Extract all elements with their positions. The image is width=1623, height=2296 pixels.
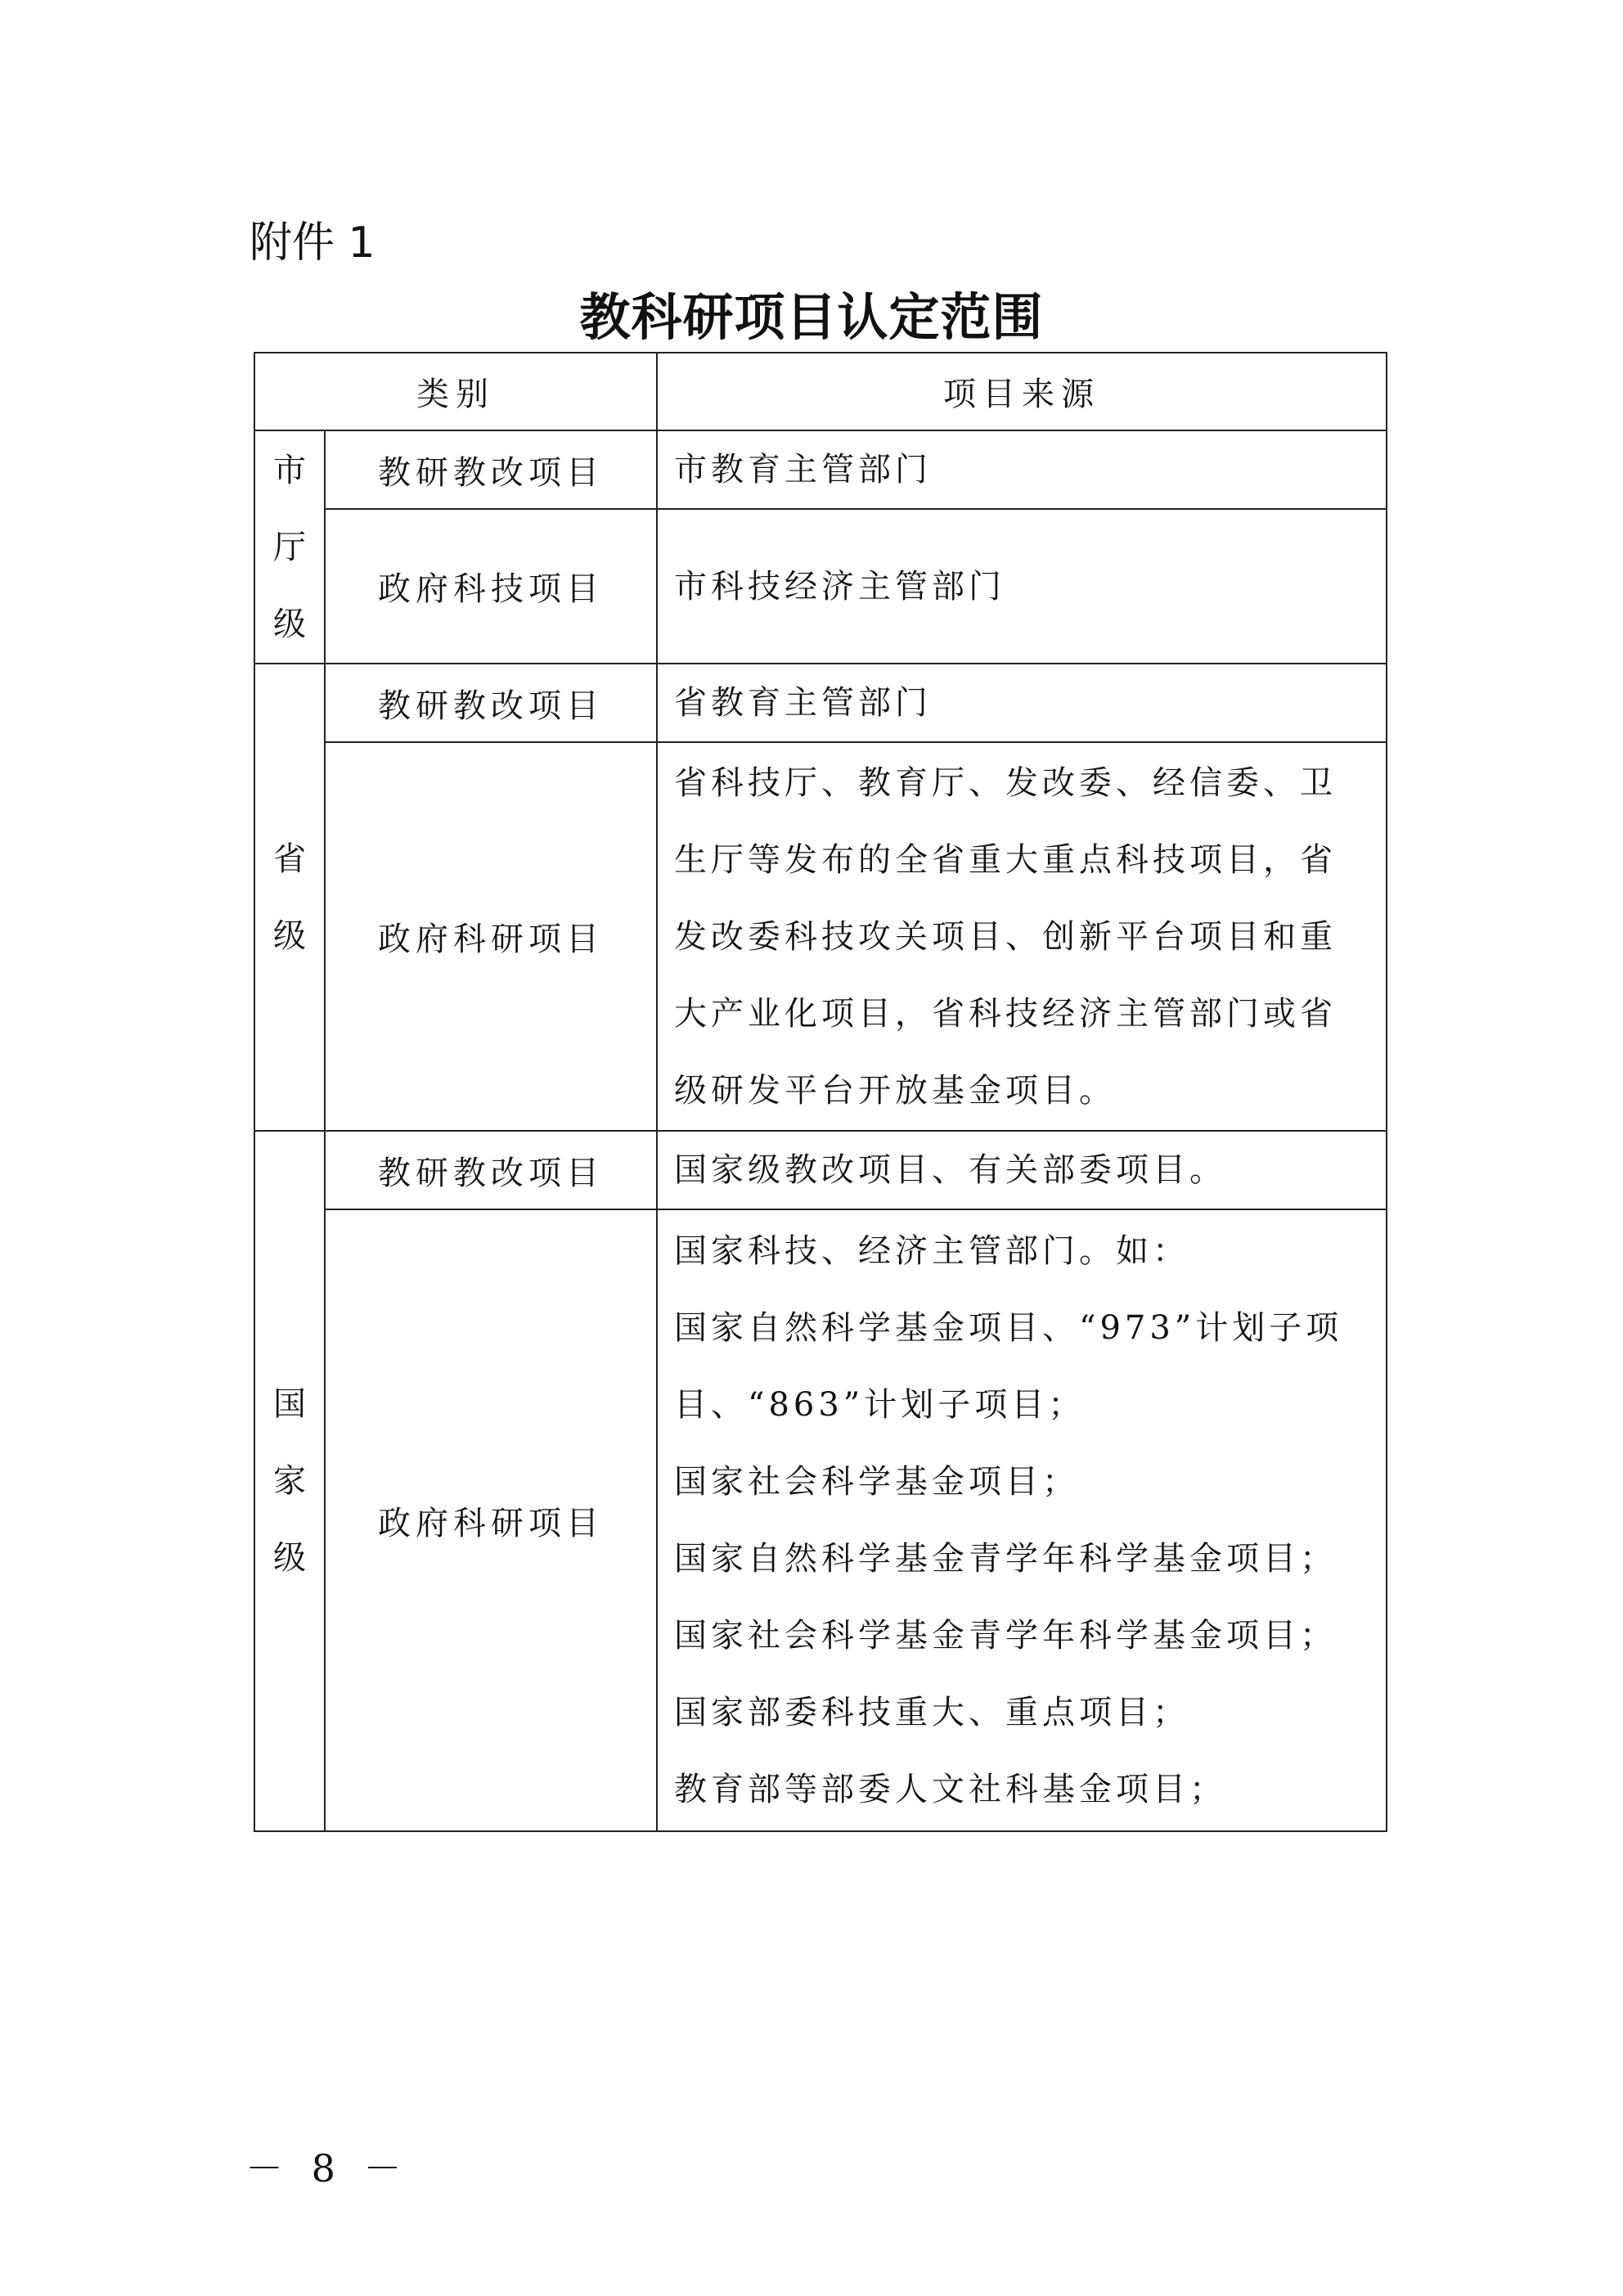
table-row (254, 1209, 1387, 1831)
project-type: 教研教改项目 (325, 430, 657, 509)
project-source (657, 1209, 1387, 1831)
source-line: 省科技厅、教育厅、发改委、经信委、卫 (674, 763, 1337, 802)
project-type: 教研教改项目 (325, 1131, 657, 1209)
table-row (254, 742, 1387, 1131)
source-line: 级研发平台开放基金项目。 (674, 1071, 1116, 1110)
source-line: 教育部等部委人文社科基金项目； (674, 1771, 1226, 1808)
table-row (254, 430, 1387, 509)
source-line: 国家自然科学基金项目、“973”计划子项 (674, 1309, 1343, 1347)
attachment-label: 附件 1 (250, 218, 375, 268)
project-type: 政府科技项目 (325, 509, 657, 664)
level-label: 国家级 (273, 1385, 306, 1577)
source-line: 国家自然科学基金青学年科学基金项目； (674, 1540, 1337, 1578)
source-line: 国家社会科学基金青学年科学基金项目； (674, 1617, 1337, 1654)
source-line: 市科技经济主管部门 (674, 567, 1005, 606)
source-line: 国家级教改项目、有关部委项目。 (674, 1151, 1226, 1189)
source-line: 大产业化项目，省科技经济主管部门或省 (674, 994, 1337, 1033)
header-category: 类别 (254, 353, 657, 430)
source-line: 目、“863”计划子项目； (674, 1386, 1086, 1424)
project-source (657, 509, 1387, 664)
table-row (254, 664, 1387, 742)
project-type: 政府科研项目 (325, 1209, 657, 1831)
level-label: 市厅级 (273, 451, 306, 643)
level-cell-national (254, 1131, 325, 1831)
project-source (657, 1131, 1387, 1209)
project-type: 政府科研项目 (325, 742, 657, 1131)
table-row (254, 509, 1387, 664)
table-header-row (254, 353, 1387, 430)
table-row (254, 1131, 1387, 1209)
project-scope-table (254, 352, 1387, 1832)
project-source (657, 430, 1387, 509)
source-line: 国家科技、经济主管部门。如： (674, 1232, 1189, 1270)
project-source (657, 664, 1387, 742)
source-line: 省教育主管部门 (674, 684, 932, 722)
page-number: － 8 － (245, 2146, 410, 2190)
source-line: 生厅等发布的全省重大重点科技项目，省 (674, 840, 1337, 879)
project-type: 教研教改项目 (325, 664, 657, 742)
source-line: 国家社会科学基金项目； (674, 1463, 1079, 1501)
project-source (657, 742, 1387, 1131)
header-source: 项目来源 (657, 353, 1387, 430)
level-label: 省级 (273, 840, 306, 955)
source-line: 发改委科技攻关项目、创新平台项目和重 (674, 917, 1337, 956)
document-title: 教科研项目认定范围 (579, 287, 1044, 347)
source-line: 国家部委科技重大、重点项目； (674, 1694, 1189, 1731)
level-cell-province (254, 664, 325, 1131)
source-line: 市教育主管部门 (674, 451, 932, 488)
level-cell-city (254, 430, 325, 664)
